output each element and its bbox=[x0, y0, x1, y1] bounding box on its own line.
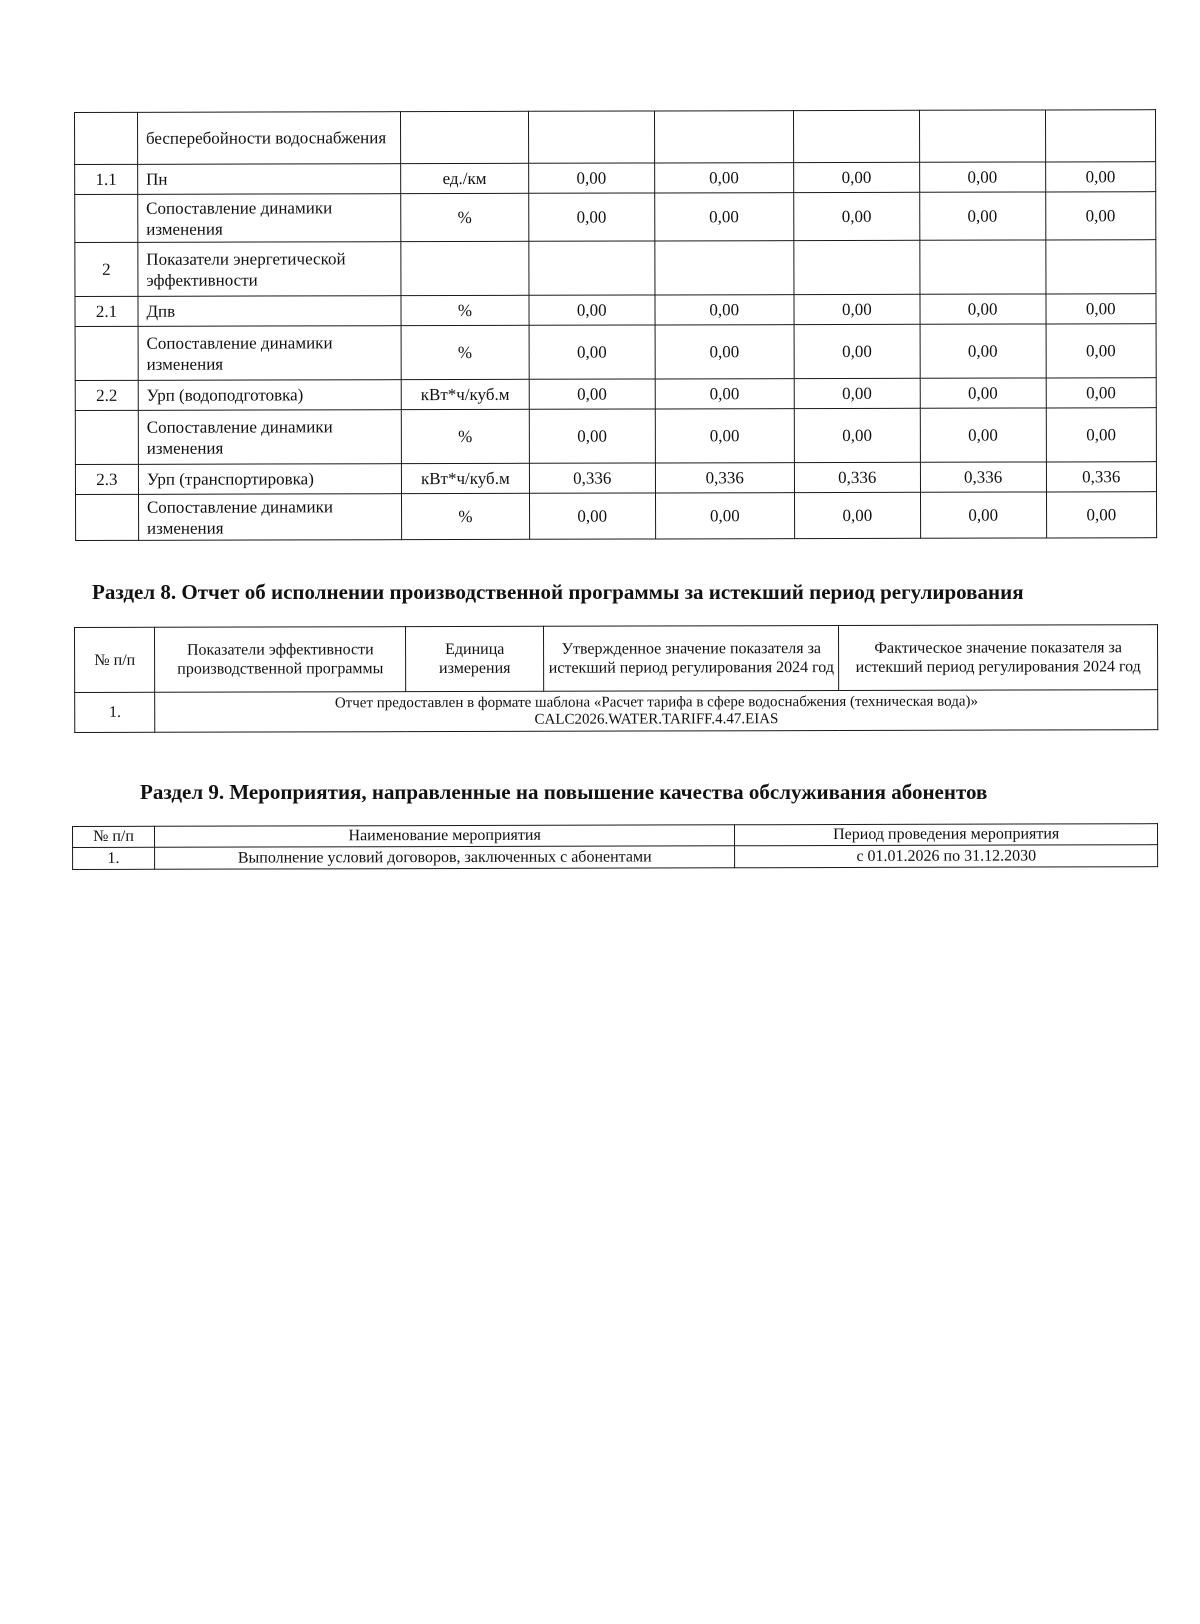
indicator-num: 2.1 bbox=[75, 296, 138, 326]
indicator-unit: кВт*ч/куб.м bbox=[401, 463, 529, 493]
row-num: 1. bbox=[75, 692, 156, 732]
section-9-header-row bbox=[73, 824, 1158, 848]
indicator-row bbox=[75, 294, 1156, 327]
indicator-name: Урп (транспортировка) bbox=[138, 464, 401, 495]
indicator-row bbox=[75, 162, 1156, 195]
indicator-row bbox=[75, 192, 1156, 243]
indicator-name: Сопоставление динамики изменения bbox=[138, 410, 401, 465]
indicator-value: 0,00 bbox=[529, 379, 655, 409]
indicator-value: 0,336 bbox=[794, 462, 920, 492]
indicator-value bbox=[919, 110, 1045, 162]
indicator-unit: % bbox=[401, 295, 529, 325]
indicator-row bbox=[75, 110, 1156, 165]
indicator-value: 0,00 bbox=[794, 492, 920, 538]
indicator-value: 0,00 bbox=[920, 324, 1046, 378]
indicator-num bbox=[76, 494, 139, 540]
indicator-row bbox=[75, 408, 1156, 465]
indicator-value: 0,00 bbox=[528, 163, 654, 193]
indicator-num: 2.3 bbox=[75, 464, 138, 494]
indicator-row bbox=[75, 462, 1156, 495]
indicator-value: 0,00 bbox=[654, 193, 793, 241]
indicator-num: 2.2 bbox=[75, 380, 138, 410]
indicator-unit bbox=[401, 241, 529, 295]
header-num: № п/п bbox=[75, 627, 156, 692]
indicator-value: 0,00 bbox=[919, 162, 1045, 192]
indicator-name: бесперебойности водоснабжения bbox=[137, 112, 400, 165]
indicator-unit: % bbox=[401, 409, 529, 463]
indicator-value bbox=[1045, 240, 1156, 294]
indicator-value bbox=[793, 110, 919, 162]
indicators-table-body bbox=[75, 110, 1157, 541]
indicator-unit: % bbox=[401, 325, 529, 379]
header-approved: Утвержденное значение показателя за истекший период регулирования 2024 год bbox=[544, 625, 839, 691]
indicator-value: 0,00 bbox=[794, 378, 920, 408]
section-8-title: Раздел 8. Отчет об исполнении производственной программы за истекший период регулирования bbox=[92, 580, 1024, 604]
indicator-unit: % bbox=[401, 193, 529, 241]
indicator-value: 0,00 bbox=[1046, 378, 1157, 408]
report-note-line-2: CALC2026.WATER.TARIFF.4.47.EIAS bbox=[534, 710, 779, 728]
header-measure-name: Наименование мероприятия bbox=[154, 825, 734, 848]
indicator-name: Сопоставление динамики изменения bbox=[138, 494, 401, 541]
indicator-value: 0,336 bbox=[655, 463, 794, 493]
section-9-table bbox=[72, 823, 1158, 870]
indicator-value: 0,00 bbox=[1046, 324, 1157, 378]
indicator-value: 0,336 bbox=[920, 462, 1046, 492]
indicator-value: 0,00 bbox=[655, 379, 794, 409]
indicators-table bbox=[74, 109, 1157, 541]
indicator-value: 0,00 bbox=[655, 409, 794, 463]
indicator-row bbox=[75, 378, 1156, 411]
indicator-value bbox=[794, 240, 920, 294]
report-note-line-1: Отчет предоставлен в формате шаблона «Расчет тарифа в сфере водоснабжения (техническая вода)» bbox=[334, 693, 978, 711]
indicator-num bbox=[75, 112, 138, 164]
indicator-value: 0,00 bbox=[655, 493, 794, 539]
header-indicators: Показатели эффективности производственной программы bbox=[155, 627, 406, 693]
indicator-value: 0,00 bbox=[655, 325, 794, 379]
indicator-value bbox=[1045, 110, 1156, 162]
indicator-row bbox=[76, 492, 1157, 541]
section-8-table bbox=[74, 624, 1158, 733]
indicator-name: Сопоставление динамики изменения bbox=[138, 326, 401, 381]
indicator-value bbox=[529, 241, 655, 295]
indicator-value: 0,336 bbox=[529, 463, 655, 493]
indicator-value: 0,00 bbox=[794, 192, 920, 240]
indicator-value: 0,336 bbox=[1046, 462, 1157, 492]
section-9-title: Раздел 9. Мероприятия, направленные на повышение качества обслуживания абонентов bbox=[140, 780, 988, 804]
indicator-value bbox=[654, 241, 793, 295]
indicator-value: 0,00 bbox=[1046, 408, 1157, 462]
indicator-value: 0,00 bbox=[529, 295, 655, 325]
indicator-num: 1.1 bbox=[75, 164, 138, 194]
section-8-row bbox=[75, 690, 1158, 733]
header-period: Период проведения мероприятия bbox=[735, 824, 1158, 846]
indicator-value: 0,00 bbox=[654, 163, 793, 193]
indicator-unit: ед./км bbox=[401, 163, 529, 193]
indicator-value: 0,00 bbox=[794, 162, 920, 192]
indicator-value: 0,00 bbox=[920, 378, 1046, 408]
indicator-value: 0,00 bbox=[529, 193, 655, 241]
indicator-value: 0,00 bbox=[794, 294, 920, 324]
section-8-header-row bbox=[75, 625, 1158, 693]
indicator-unit: кВт*ч/куб.м bbox=[401, 379, 529, 409]
indicator-value: 0,00 bbox=[529, 409, 655, 463]
indicator-value bbox=[528, 111, 654, 163]
measure-name: Выполнение условий договоров, заключенных с абонентами bbox=[154, 846, 734, 870]
indicator-name: Показатели энергетической эффективности bbox=[138, 242, 401, 297]
indicator-num bbox=[75, 194, 138, 242]
indicator-value: 0,00 bbox=[1045, 162, 1156, 192]
indicator-name: Урп (водоподготовка) bbox=[138, 380, 401, 411]
indicator-unit bbox=[400, 111, 528, 163]
indicator-value bbox=[920, 240, 1046, 294]
indicator-row bbox=[75, 324, 1156, 381]
indicator-row bbox=[75, 240, 1156, 297]
indicator-num bbox=[75, 410, 138, 464]
indicator-value: 0,00 bbox=[794, 324, 920, 378]
header-actual: Фактическое значение показателя за истекший период регулирования 2024 год bbox=[839, 625, 1158, 691]
indicator-value: 0,00 bbox=[1046, 294, 1157, 324]
indicator-name: Дпв bbox=[138, 296, 401, 327]
indicator-value bbox=[654, 111, 793, 163]
header-unit: Единица измерения bbox=[406, 626, 544, 691]
indicator-name: Сопоставление динамики изменения bbox=[138, 194, 401, 243]
indicator-value: 0,00 bbox=[920, 492, 1046, 538]
indicator-unit: % bbox=[401, 493, 529, 539]
indicator-num bbox=[75, 326, 138, 380]
indicator-num: 2 bbox=[75, 242, 138, 296]
indicator-value: 0,00 bbox=[920, 294, 1046, 324]
indicator-value: 0,00 bbox=[1045, 192, 1156, 240]
measure-period: с 01.01.2026 по 31.12.2030 bbox=[735, 845, 1158, 868]
indicator-value: 0,00 bbox=[529, 493, 655, 539]
indicator-value: 0,00 bbox=[920, 408, 1046, 462]
row-num: 1. bbox=[73, 847, 155, 869]
report-note bbox=[155, 690, 1158, 733]
indicator-value: 0,00 bbox=[794, 408, 920, 462]
indicator-value: 0,00 bbox=[529, 325, 655, 379]
indicator-value: 0,00 bbox=[655, 295, 794, 325]
indicator-name: Пн bbox=[138, 164, 401, 195]
header-num: № п/п bbox=[73, 826, 155, 847]
indicator-value: 0,00 bbox=[919, 192, 1045, 240]
section-9-row bbox=[73, 845, 1158, 870]
indicator-value: 0,00 bbox=[1046, 492, 1157, 538]
